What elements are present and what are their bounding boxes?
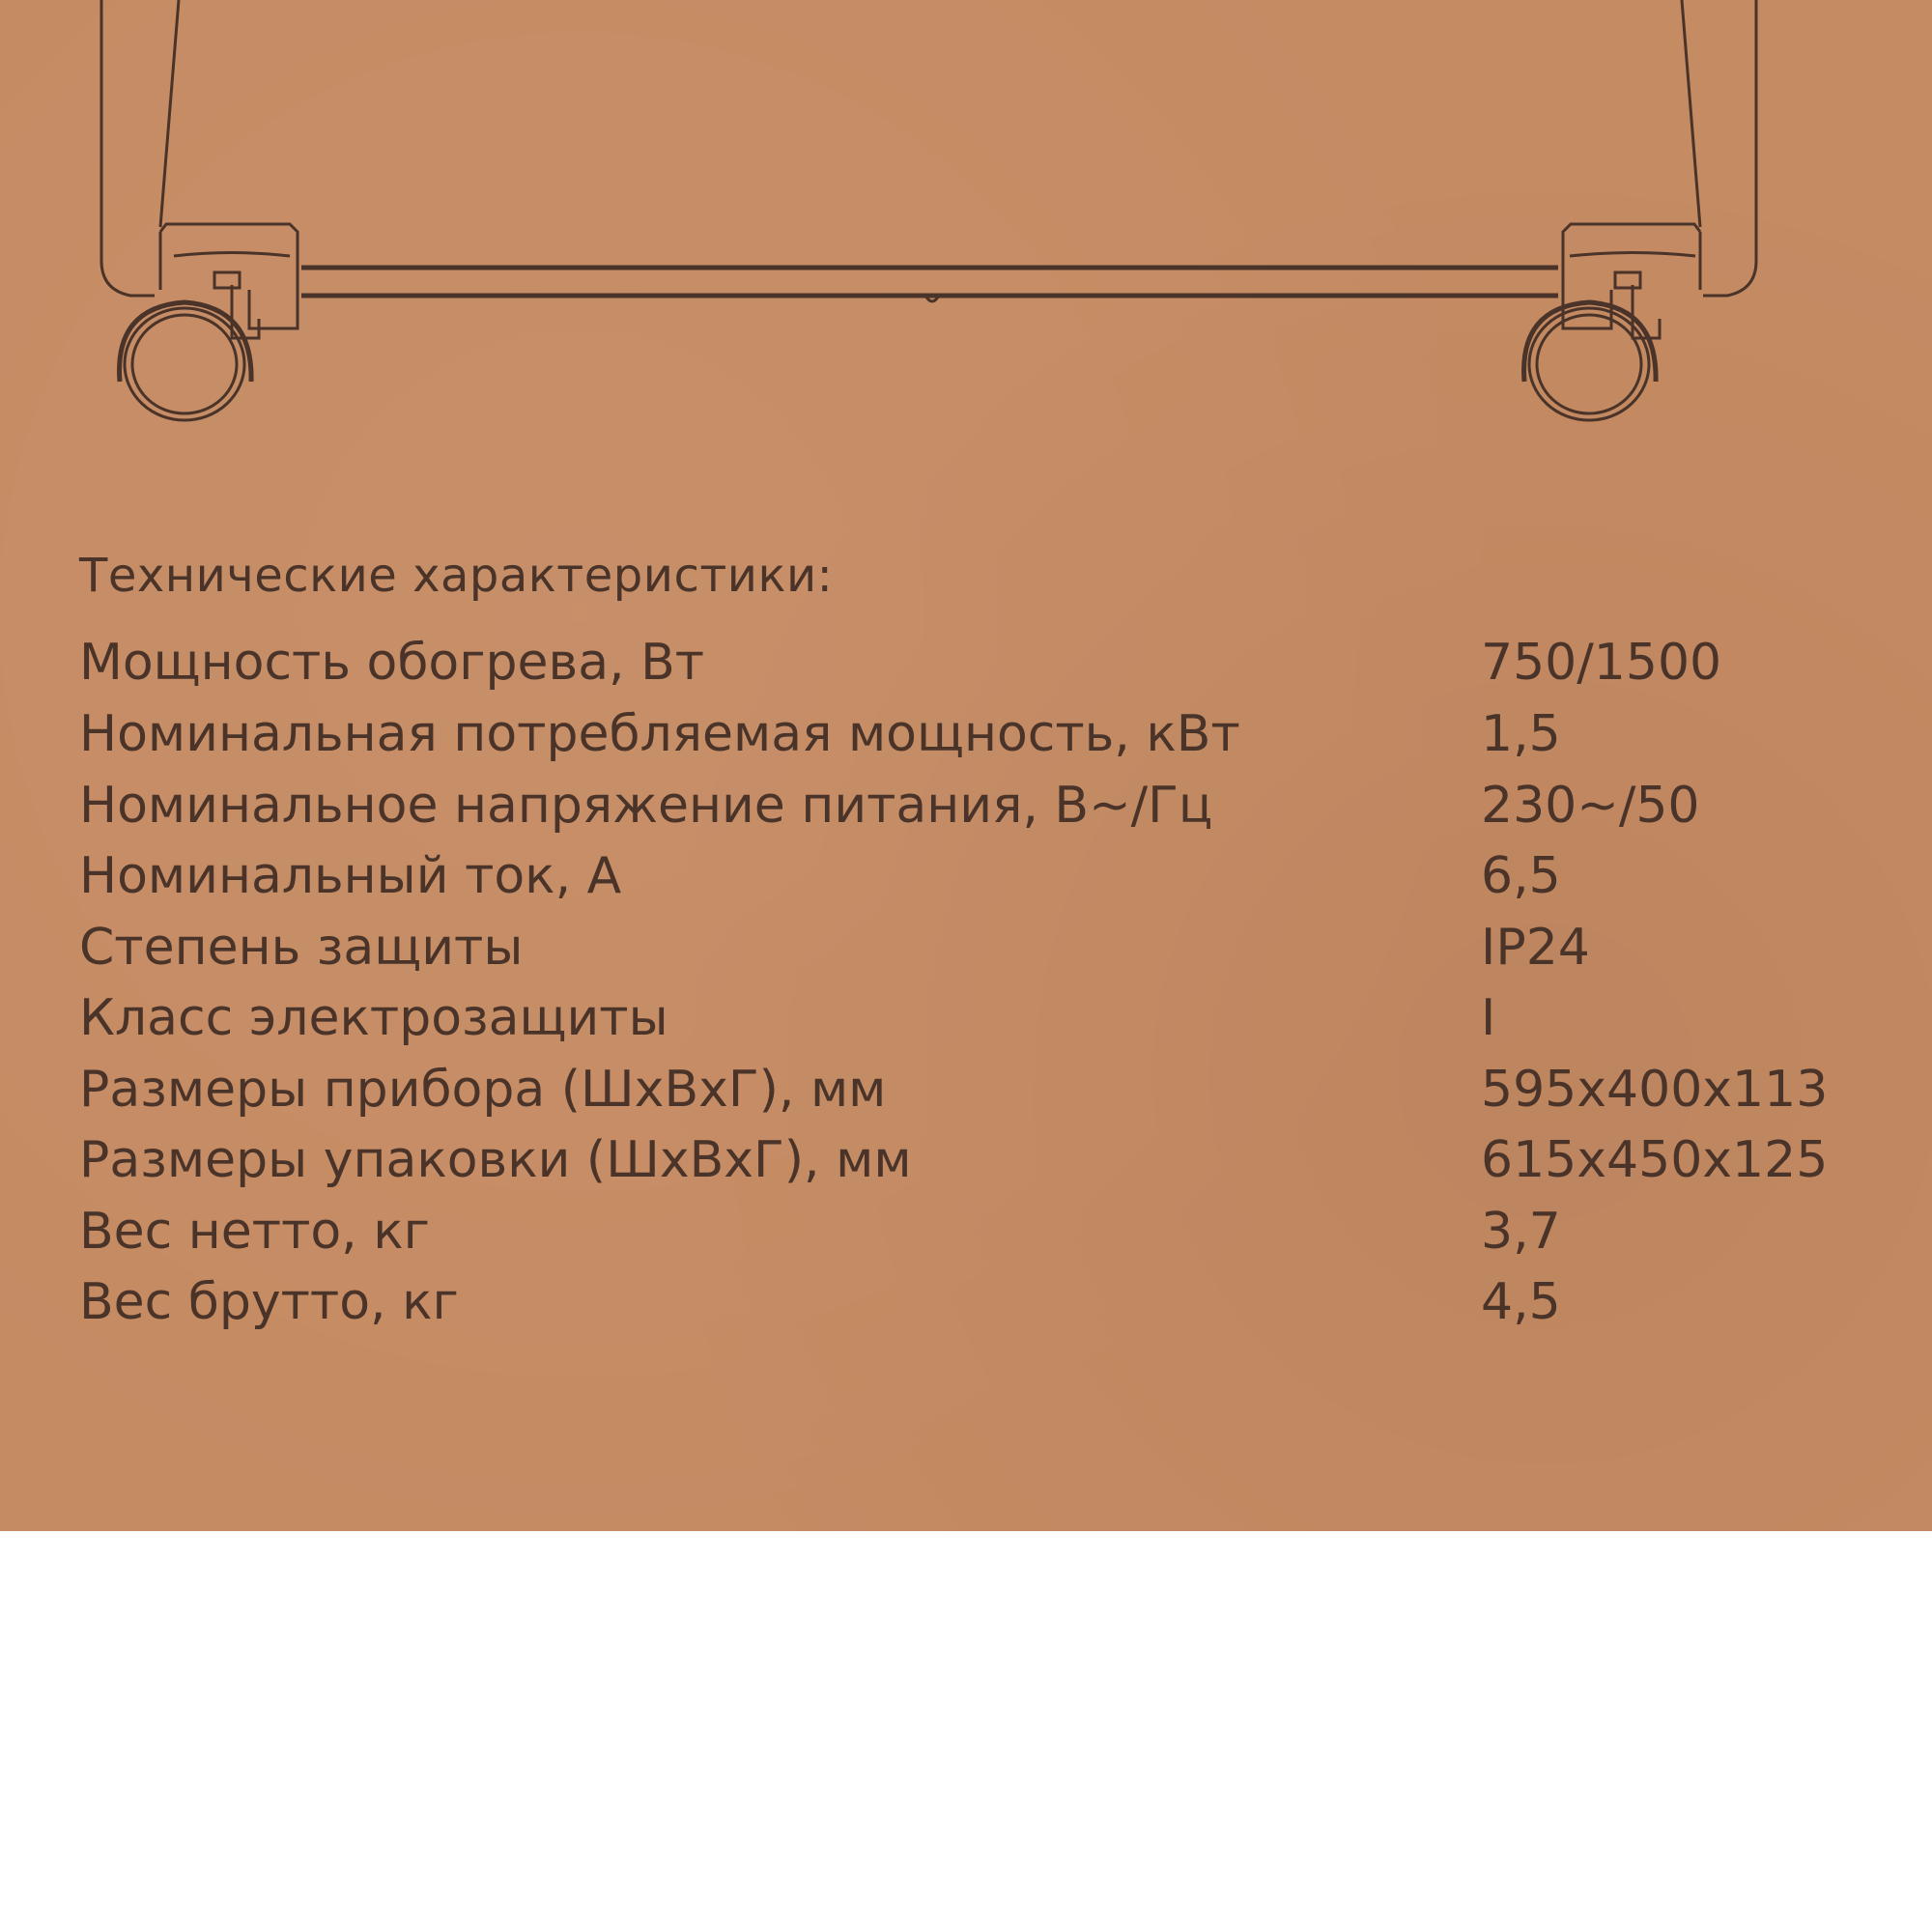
spec-label: Номинальная потребляемая мощность, кВт [79, 705, 1240, 763]
spec-label: Степень защиты [79, 919, 524, 977]
spec-row-package-dimensions [79, 1131, 1876, 1203]
spec-row-voltage [79, 777, 1876, 848]
spec-row-rated-power [79, 705, 1876, 777]
spec-label: Номинальное напряжение питания, В~/Гц [79, 777, 1213, 835]
spec-label: Номинальный ток, А [79, 847, 622, 905]
spec-value: 595x400x113 [1481, 1061, 1829, 1119]
spec-row-protection-degree [79, 919, 1876, 990]
spec-label: Размеры упаковки (ШхВхГ), мм [79, 1131, 912, 1189]
spec-row-heating-power [79, 634, 1876, 705]
spec-label: Размеры прибора (ШхВхГ), мм [79, 1061, 887, 1119]
spec-label: Вес нетто, кг [79, 1203, 430, 1261]
spec-value: 230~/50 [1481, 777, 1700, 835]
spec-value: 3,7 [1481, 1203, 1561, 1261]
spec-row-device-dimensions [79, 1061, 1876, 1132]
spec-row-net-weight [79, 1203, 1876, 1274]
spec-value: 6,5 [1481, 847, 1561, 905]
spec-label: Вес брутто, кг [79, 1273, 459, 1331]
heater-on-wheels-outline-icon [0, 0, 1932, 444]
spec-value: 750/1500 [1481, 634, 1722, 692]
spec-row-gross-weight [79, 1273, 1876, 1345]
spec-label: Класс электрозащиты [79, 989, 668, 1047]
spec-value: I [1481, 989, 1496, 1047]
spec-value: 4,5 [1481, 1273, 1561, 1331]
spec-row-electrical-class [79, 989, 1876, 1061]
spec-row-current [79, 847, 1876, 919]
specs-heading: Технические характеристики: [79, 549, 834, 603]
spec-value: 615x450x125 [1481, 1131, 1829, 1189]
spec-value: 1,5 [1481, 705, 1561, 763]
spec-label: Мощность обогрева, Вт [79, 634, 705, 692]
spec-value: IP24 [1481, 919, 1590, 977]
